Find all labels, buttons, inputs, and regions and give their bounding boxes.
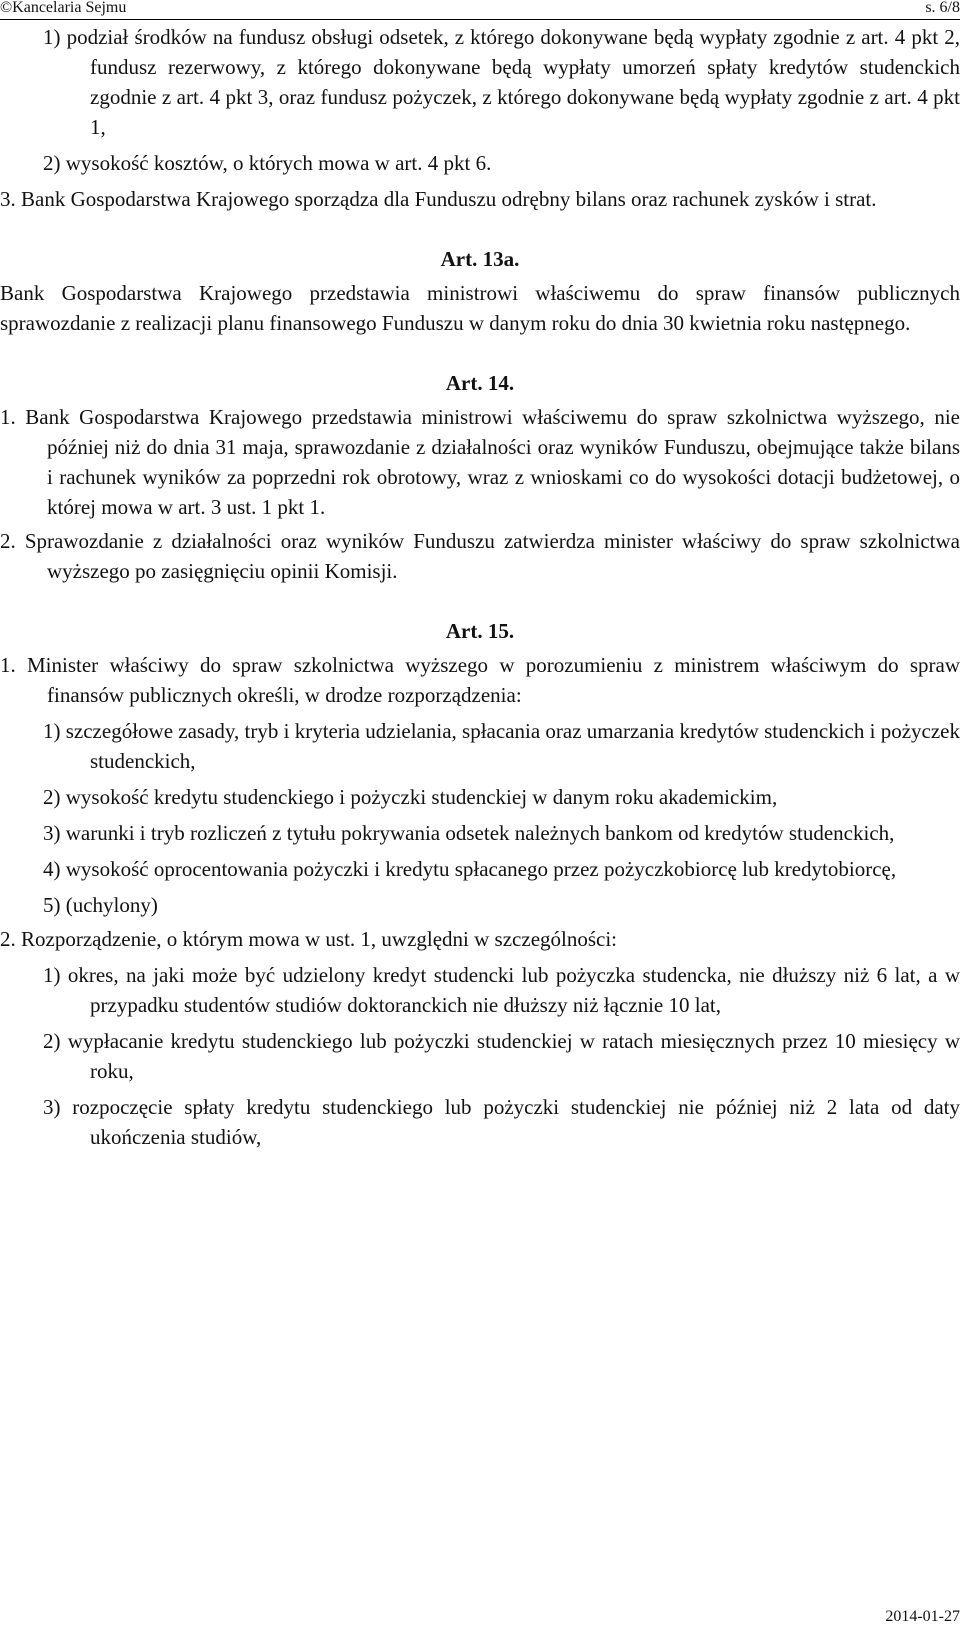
list-item: 2) wysokość kosztów, o których mowa w art. 4 pkt 6. — [43, 151, 492, 175]
list-item: 1) okres, na jaki może być udzielony kredyt studencki lub pożyczka studencka, nie dłuższy niż 6 lat, a w przypadku studentów studiów doktoranckich nie dłuższy niż łącznie 10 lat, — [43, 963, 960, 1017]
list-item: 2) wysokość kredytu studenckiego i pożyczki studenckiej w danym roku akademickim, — [43, 785, 778, 809]
article-heading: Art. 14. — [445, 371, 515, 395]
page-number: s. 6/8 — [925, 0, 960, 16]
list-item: 3) warunki i tryb rozliczeń z tytułu pokrywania odsetek należnych bankom od kredytów studenckich, — [43, 821, 895, 845]
article-heading: Art. 15. — [445, 619, 515, 643]
article-heading: Art. 13a. — [440, 247, 520, 271]
header-divider — [0, 19, 960, 20]
paragraph: 2. Sprawozdanie z działalności oraz wyników Funduszu zatwierdza minister właściwy do spraw szkolnictwa wyższego po zasięgnięciu opinii Komisji. — [0, 529, 960, 583]
publisher-label: ©Kancelaria Sejmu — [0, 0, 127, 16]
paragraph: 3. Bank Gospodarstwa Krajowego sporządza dla Funduszu odrębny bilans oraz rachunek zysków i strat. — [0, 187, 877, 211]
paragraph: 2. Rozporządzenie, o którym mowa w ust. 1, uwzględni w szczególności: — [0, 927, 618, 951]
list-item: 1) szczegółowe zasady, tryb i kryteria udzielania, spłacania oraz umarzania kredytów studenckich i pożyczek studenckich, — [43, 719, 960, 773]
paragraph: Bank Gospodarstwa Krajowego przedstawia ministrowi właściwemu do spraw finansów publicznych sprawozdanie z realizacji planu finansowego Funduszu w danym roku do dnia 30 kwietnia roku następnego. — [0, 281, 960, 335]
list-item: 5) (uchylony) — [43, 893, 158, 917]
list-item: 3) rozpoczęcie spłaty kredytu studenckiego lub pożyczki studenckiej nie później niż 2 lata od daty ukończenia studiów, — [43, 1095, 960, 1149]
page-date: 2014-01-27 — [885, 1608, 960, 1625]
paragraph: 1. Bank Gospodarstwa Krajowego przedstawia ministrowi właściwemu do spraw szkolnictwa wyższego, nie później niż do dnia 31 maja, sprawozdanie z działalności oraz wyników Funduszu, obejmujące także bilans i rachunek wyników za poprzedni rok obrotowy, wraz z wnioskami co do wysokości dotacji budżetowej, o której mowa w art. 3 ust. 1 pkt 1. — [0, 405, 960, 519]
list-item: 2) wypłacanie kredytu studenckiego lub pożyczki studenckiej w ratach miesięcznych przez 10 miesięcy w roku, — [43, 1029, 960, 1083]
document-body — [0, 22, 960, 1152]
list-item: 4) wysokość oprocentowania pożyczki i kredytu spłacanego przez pożyczkobiorcę lub kredytobiorcę, — [43, 857, 897, 881]
paragraph: 1. Minister właściwy do spraw szkolnictwa wyższego w porozumieniu z ministrem właściwym do spraw finansów publicznych określi, w drodze rozporządzenia: — [0, 653, 960, 707]
list-item: 1) podział środków na fundusz obsługi odsetek, z którego dokonywane będą wypłaty zgodnie z art. 4 pkt 2, fundusz rezerwowy, z którego dokonywane będą wypłaty umorzeń spłaty kredytów studenckich zgodnie z art. 4 pkt 3, oraz fundusz pożyczek, z którego dokonywane będą wypłaty zgodnie z art. 4 pkt 1, — [43, 25, 960, 139]
